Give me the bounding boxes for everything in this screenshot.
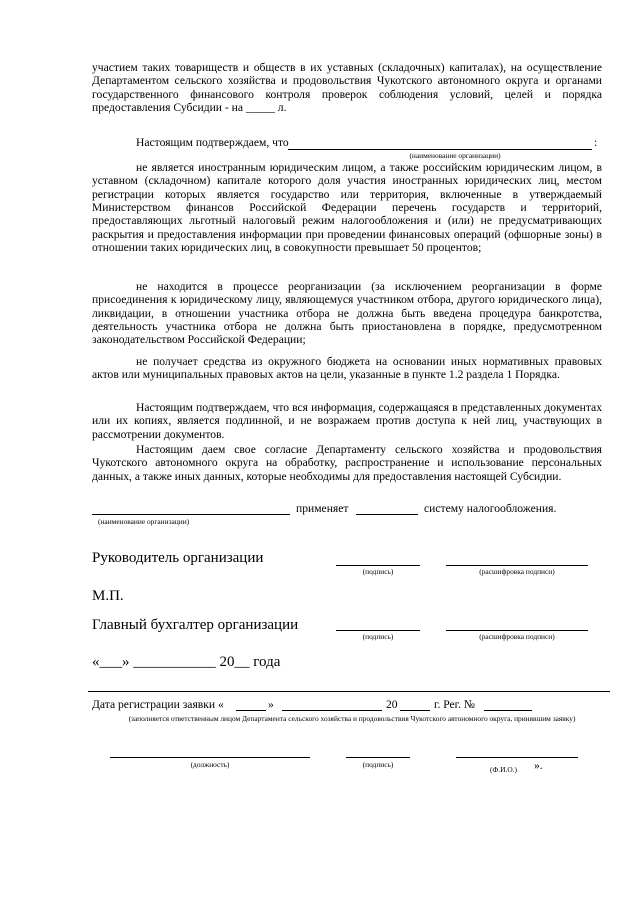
registration-number-label: г. Рег. № (434, 698, 475, 711)
org-name-line (288, 149, 592, 150)
registration-signature-line (346, 757, 410, 758)
position-line (110, 757, 310, 758)
head-label: Руководитель организации (92, 550, 264, 566)
registration-day-line (236, 710, 266, 711)
registration-number-line (484, 710, 532, 711)
registration-signature-caption: (подпись) (362, 760, 394, 769)
paragraph-control-consent: участием таких товариществ и обществ в их уставных (складочных) капиталах), на осуществление Департаментом сельского хозяйства и продовольствия Чукотского автономного округа и органами государственного финансового контроля проверок соблюдения условий, целей и порядка предоставления Субсидии - на _____ л. (92, 61, 602, 115)
stamp-label: М.П. (92, 588, 124, 604)
paragraph-info-authentic: Настоящим подтверждаем, что вся информация, содержащаяся в представленных документах или их копиях, является подлинной, и не возражаем против доступа к ней лиц, участвующих в рассмотрении документов. (92, 401, 602, 441)
head-decode-line (446, 565, 588, 566)
registration-note: (заполняется ответственным лицом Департамента сельского хозяйства и продовольствия Чукотского автономного округа, принявшим заявку) (128, 714, 576, 723)
tax-org-line (92, 514, 290, 515)
head-signature-caption: (подпись) (362, 567, 394, 576)
tax-tail-label: систему налогообложения. (424, 502, 557, 515)
tax-applies-label: применяет (296, 502, 349, 515)
tax-system-line (356, 514, 418, 515)
accountant-decode-caption: (расшифровка подписи) (479, 632, 555, 641)
registration-year: 20 (386, 698, 398, 711)
confirm-colon: : (594, 136, 598, 149)
registration-year-line (400, 710, 430, 711)
head-decode-caption: (расшифровка подписи) (479, 567, 555, 576)
sign-date: «___» ___________ 20__ года (92, 654, 281, 670)
paragraph-personal-data-consent: Настоящим даем свое согласие Департаменту сельского хозяйства и продовольствия Чукотского автономного округа на обработку, распространение и использование персональных данных, а также иных данных, которые необходимы для предоставления настоящей Субсидии. (92, 443, 602, 483)
fio-caption: (Ф.И.О.) (490, 765, 517, 774)
accountant-signature-line (336, 630, 420, 631)
paragraph-not-reorganizing: не находится в процессе реорганизации (за исключением реорганизации в форме присоединения к юридическому лицу, являющемуся участником отбора, другого юридического лица), ликвидации, в отношении участника отбора не должна быть введена процедура банкротства, деятельность участника отбора не должна быть приостановлена в порядке, предусмотренном законодательством Российской Федерации; (92, 280, 602, 347)
head-signature-line (336, 565, 420, 566)
accountant-signature-caption: (подпись) (362, 632, 394, 641)
registration-quote-close: » (268, 698, 274, 711)
org-name-caption: (наименование организации) (409, 151, 501, 160)
confirm-lead: Настоящим подтверждаем, что (136, 136, 289, 149)
registration-date-lead: Дата регистрации заявки « (92, 698, 224, 711)
paragraph-not-foreign: не является иностранным юридическим лицом, а также российским юридическим лицом, в уставном (складочном) капитале которого доля участия иностранных юридических лиц, местом регистрации которых является государство или территория, включенные в утверждаемый Министерством финансов Российской Федерации перечень государств и территорий, предоставляющих льготный налоговый режим налогообложения и (или) не предусматривающих раскрытия и предоставления информации при проведении финансовых операций (офшорные зоны) в отношении таких юридических лиц, в совокупности превышает 50 процентов; (92, 161, 602, 255)
fio-line (456, 757, 578, 758)
tax-org-caption: (наименование организации) (98, 517, 190, 526)
registration-separator (88, 691, 610, 692)
paragraph-no-other-funds: не получает средства из окружного бюджета на основании иных нормативных правовых актов или муниципальных правовых актов на цели, указанные в пункте 1.2 раздела 1 Порядка. (92, 355, 602, 382)
accountant-label: Главный бухгалтер организации (92, 617, 299, 633)
fio-tail: ». (534, 759, 543, 772)
accountant-decode-line (446, 630, 588, 631)
position-caption: (должность) (190, 760, 230, 769)
registration-month-line (282, 710, 382, 711)
